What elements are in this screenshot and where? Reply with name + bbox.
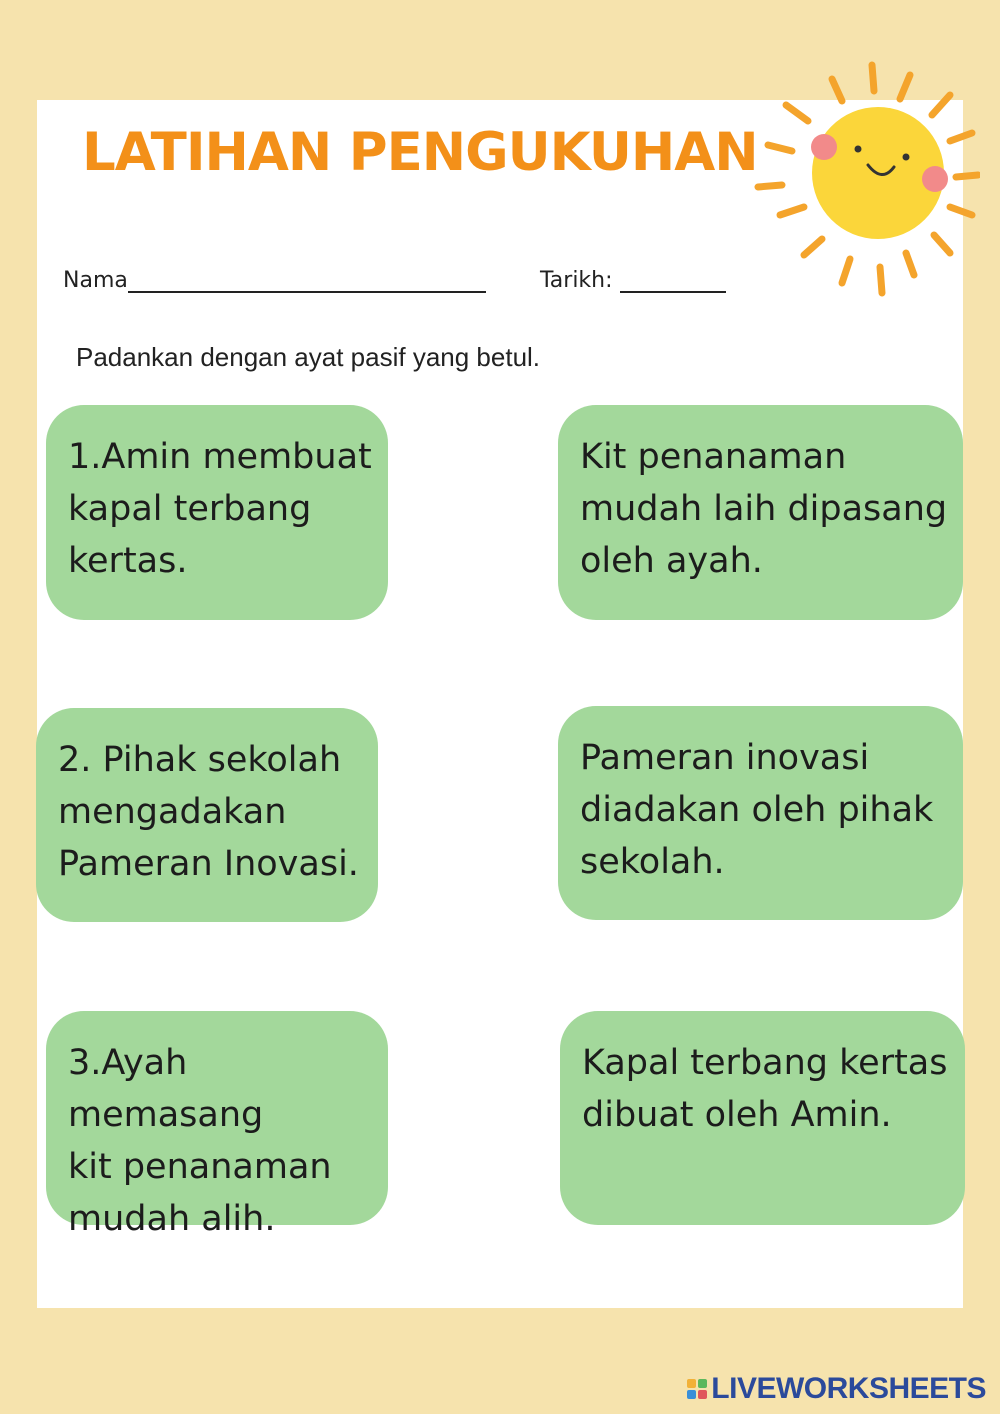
left-statement-card-1[interactable]: 1.Amin membuat kapal terbang kertas. <box>46 405 388 620</box>
page-title: LATIHAN PENGUKUHAN <box>82 122 758 183</box>
left-statement-card-3[interactable]: 3.Ayah memasang kit penanaman mudah alih. <box>46 1011 388 1225</box>
right-passive-card-3[interactable]: Kapal terbang kertas dibuat oleh Amin. <box>560 1011 965 1225</box>
name-blank-line[interactable] <box>128 269 486 293</box>
right-passive-card-2[interactable]: Pameran inovasi diadakan oleh pihak sekolah. <box>558 706 963 920</box>
brand-footer[interactable] <box>687 1372 986 1406</box>
sun-icon <box>750 55 980 305</box>
name-field[interactable] <box>63 268 486 293</box>
date-field[interactable] <box>540 268 726 293</box>
name-label: Nama <box>63 268 128 293</box>
liveworksheets-logo-icon <box>687 1379 707 1399</box>
left-statement-card-2[interactable]: 2. Pihak sekolah mengadakan Pameran Inovasi. <box>36 708 378 922</box>
right-passive-card-1[interactable]: Kit penanaman mudah laih dipasang oleh ayah. <box>558 405 963 620</box>
date-label: Tarikh: <box>540 268 613 293</box>
date-blank-line[interactable] <box>620 269 726 293</box>
brand-name: LIVEWORKSHEETS <box>711 1372 986 1405</box>
instruction-text: Padankan dengan ayat pasif yang betul. <box>76 342 541 372</box>
